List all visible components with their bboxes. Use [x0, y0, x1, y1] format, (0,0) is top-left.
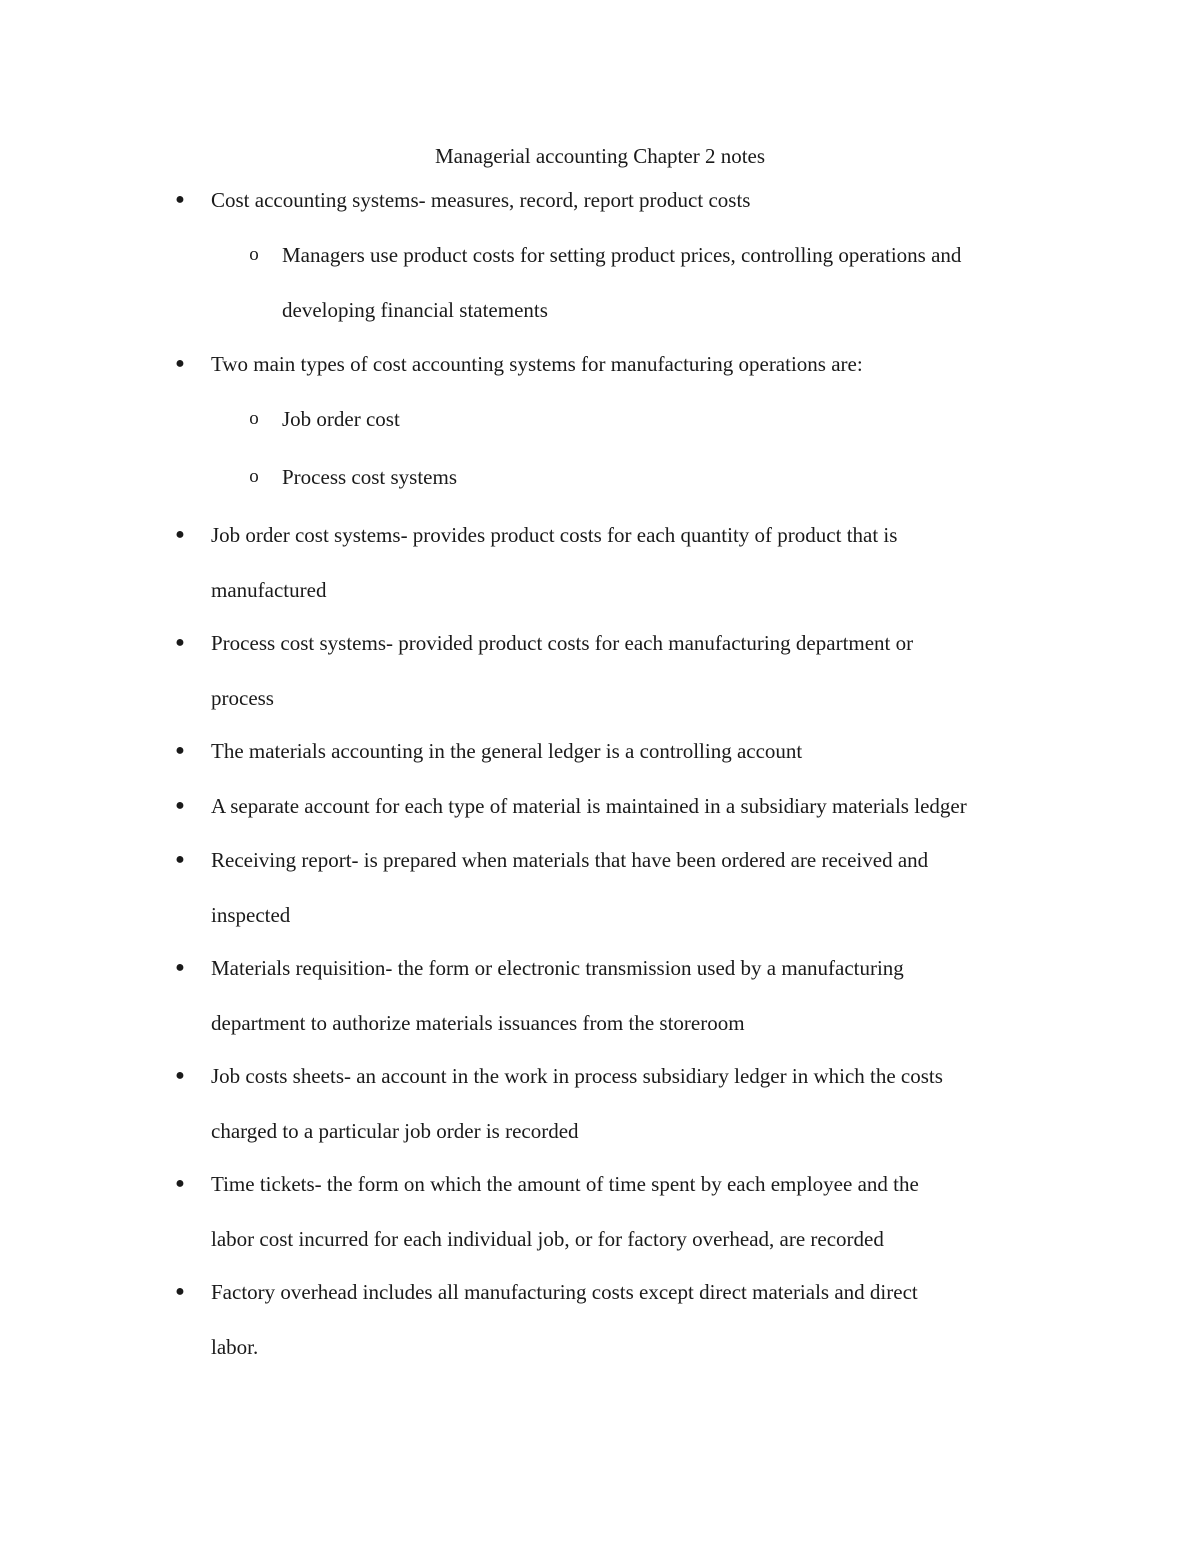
list-item-text-line: The materials accounting in the general ledger is a controlling account: [211, 739, 803, 763]
bullet-icon: ●: [175, 191, 185, 208]
list-item-text-line: Cost accounting systems- measures, record, report product costs: [211, 188, 751, 212]
bullet-icon: ●: [175, 1175, 185, 1192]
bullet-icon: ●: [175, 797, 185, 814]
list-item: [175, 1265, 918, 1374]
list-item: [175, 173, 751, 228]
list-item-text-line: A separate account for each type of material is maintained in a subsidiary materials ledger: [211, 794, 967, 818]
list-item-text-line: Time tickets- the form on which the amount of time spent by each employee and the: [211, 1172, 919, 1196]
list-item-text-line: Materials requisition- the form or electronic transmission used by a manufacturing: [211, 956, 904, 980]
list-item-text-line: Two main types of cost accounting systems for manufacturing operations are:: [211, 352, 863, 376]
list-item-text-line: labor cost incurred for each individual job, or for factory overhead, are recorded: [211, 1226, 884, 1251]
bullet-icon: ●: [175, 355, 185, 372]
list-item-text-line: Process cost systems: [282, 465, 457, 489]
hollow-bullet-icon: o: [249, 466, 259, 487]
sub-list-item: [249, 450, 457, 505]
list-item: [175, 1157, 919, 1266]
list-item-text-line: inspected: [211, 902, 291, 927]
list-item-text-line: labor.: [211, 1334, 259, 1359]
bullet-icon: ●: [175, 1067, 185, 1084]
list-item-text-line: Job order cost systems- provides product costs for each quantity of product that is: [211, 523, 898, 547]
list-item: [175, 1049, 943, 1158]
bullet-icon: ●: [175, 526, 185, 543]
list-item-text-line: manufactured: [211, 577, 327, 602]
bullet-icon: ●: [175, 851, 185, 868]
document-title: Managerial accounting Chapter 2 notes: [434, 144, 766, 168]
list-item: [175, 508, 898, 617]
list-item-text-line: Process cost systems- provided product costs for each manufacturing department or: [211, 631, 914, 655]
list-item-text-line: Receiving report- is prepared when materials that have been ordered are received and: [211, 848, 929, 872]
list-item-text-line: Factory overhead includes all manufacturing costs except direct materials and direct: [211, 1280, 918, 1304]
sub-list-item: [249, 392, 400, 447]
bullet-icon: ●: [175, 634, 185, 651]
list-item-text-line: charged to a particular job order is recorded: [211, 1118, 579, 1143]
list-item-text-line: Job order cost: [282, 407, 400, 431]
list-item-text-line: Job costs sheets- an account in the work in process subsidiary ledger in which the costs: [211, 1064, 943, 1088]
sub-list-item: [249, 228, 962, 337]
list-item-text-line: department to authorize materials issuances from the storeroom: [211, 1010, 745, 1035]
list-item: [175, 779, 967, 834]
list-item: [175, 941, 904, 1050]
bullet-icon: ●: [175, 742, 185, 759]
hollow-bullet-icon: o: [249, 408, 259, 429]
list-item: [175, 724, 803, 779]
list-item-text-line: Managers use product costs for setting product prices, controlling operations and: [282, 243, 962, 267]
list-item-text-line: developing financial statements: [282, 297, 548, 322]
list-item: [175, 833, 929, 942]
list-item-text-line: process: [211, 685, 274, 710]
bullet-icon: ●: [175, 1283, 185, 1300]
hollow-bullet-icon: o: [249, 244, 259, 265]
list-item: [175, 616, 914, 725]
bullet-icon: ●: [175, 959, 185, 976]
list-item: [175, 337, 863, 392]
